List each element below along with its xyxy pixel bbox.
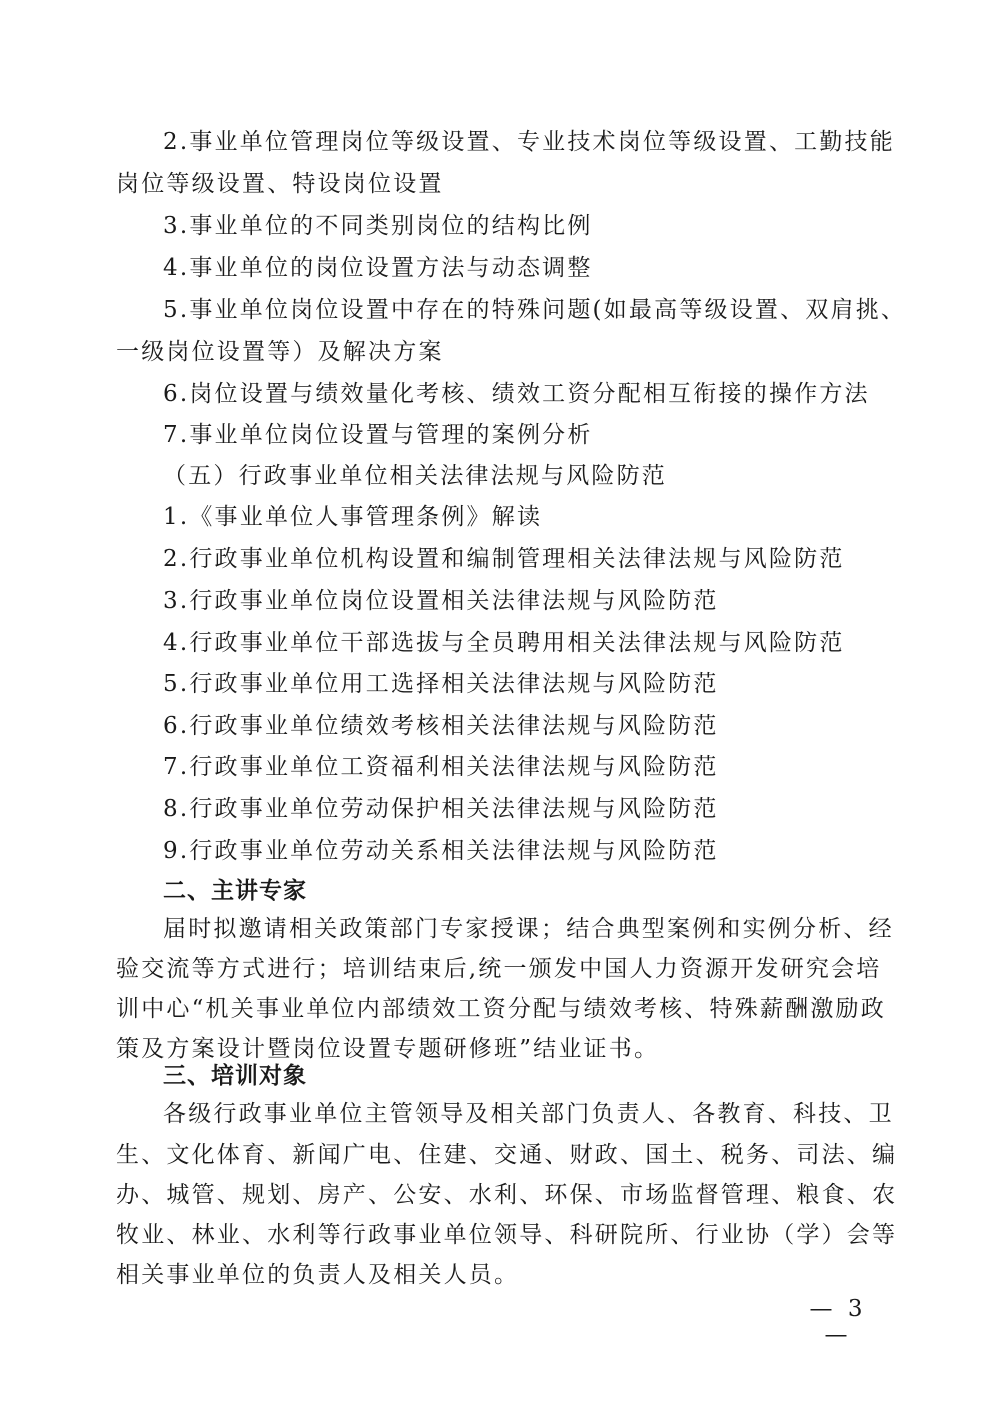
- list-item: 5.事业单位岗位设置中存在的特殊问题(如最高等级设置、双肩挑、: [163, 297, 907, 323]
- list-item: 7.行政事业单位工资福利相关法律法规与风险防范: [163, 754, 719, 780]
- list-item: 4.行政事业单位干部选拔与全员聘用相关法律法规与风险防范: [163, 630, 845, 656]
- paragraph-line: 牧业、林业、水利等行政事业单位领导、科研院所、行业协（学）会等: [116, 1222, 898, 1248]
- list-item: 1.《事业单位人事管理条例》解读: [163, 504, 543, 530]
- list-item: 6.行政事业单位绩效考核相关法律法规与风险防范: [163, 713, 719, 739]
- paragraph-line: 训中心“机关事业单位内部绩效工资分配与绩效考核、特殊薪酬激励政: [116, 996, 886, 1022]
- section-heading: 三、培训对象: [163, 1063, 307, 1089]
- paragraph-line: 各级行政事业单位主管领导及相关部门负责人、各教育、科技、卫: [163, 1101, 894, 1127]
- list-item: 4.事业单位的岗位设置方法与动态调整: [163, 255, 593, 281]
- list-item: 2.行政事业单位机构设置和编制管理相关法律法规与风险防范: [163, 546, 845, 572]
- list-item: 8.行政事业单位劳动保护相关法律法规与风险防范: [163, 796, 719, 822]
- paragraph-line: 策及方案设计暨岗位设置专题研修班”结业证书。: [116, 1036, 660, 1062]
- list-item: 2.事业单位管理岗位等级设置、专业技术岗位等级设置、工勤技能: [163, 129, 895, 155]
- section-heading: 二、主讲专家: [163, 878, 307, 904]
- list-item: 7.事业单位岗位设置与管理的案例分析: [163, 422, 593, 448]
- list-item: 6.岗位设置与绩效量化考核、绩效工资分配相互衔接的操作方法: [163, 381, 870, 407]
- list-item: 5.行政事业单位用工选择相关法律法规与风险防范: [163, 671, 719, 697]
- page-number: — 3 —: [809, 1296, 867, 1348]
- paragraph-line: 届时拟邀请相关政策部门专家授课；结合典型案例和实例分析、经: [163, 916, 894, 942]
- paragraph-line: 生、文化体育、新闻广电、住建、交通、财政、国土、税务、司法、编: [116, 1142, 898, 1168]
- list-item-continuation: 岗位等级设置、特设岗位设置: [116, 171, 444, 197]
- subsection-heading: （五）行政事业单位相关法律法规与风险防范: [163, 463, 667, 489]
- list-item-continuation: 一级岗位设置等）及解决方案: [116, 339, 444, 365]
- list-item: 9.行政事业单位劳动关系相关法律法规与风险防范: [163, 838, 719, 864]
- list-item: 3.行政事业单位岗位设置相关法律法规与风险防范: [163, 588, 719, 614]
- list-item: 3.事业单位的不同类别岗位的结构比例: [163, 213, 593, 239]
- paragraph-line: 办、城管、规划、房产、公安、水利、环保、市场监督管理、粮食、农: [116, 1182, 898, 1208]
- paragraph-line: 相关事业单位的负责人及相关人员。: [116, 1262, 520, 1288]
- paragraph-line: 验交流等方式进行；培训结束后,统一颁发中国人力资源开发研究会培: [116, 956, 882, 982]
